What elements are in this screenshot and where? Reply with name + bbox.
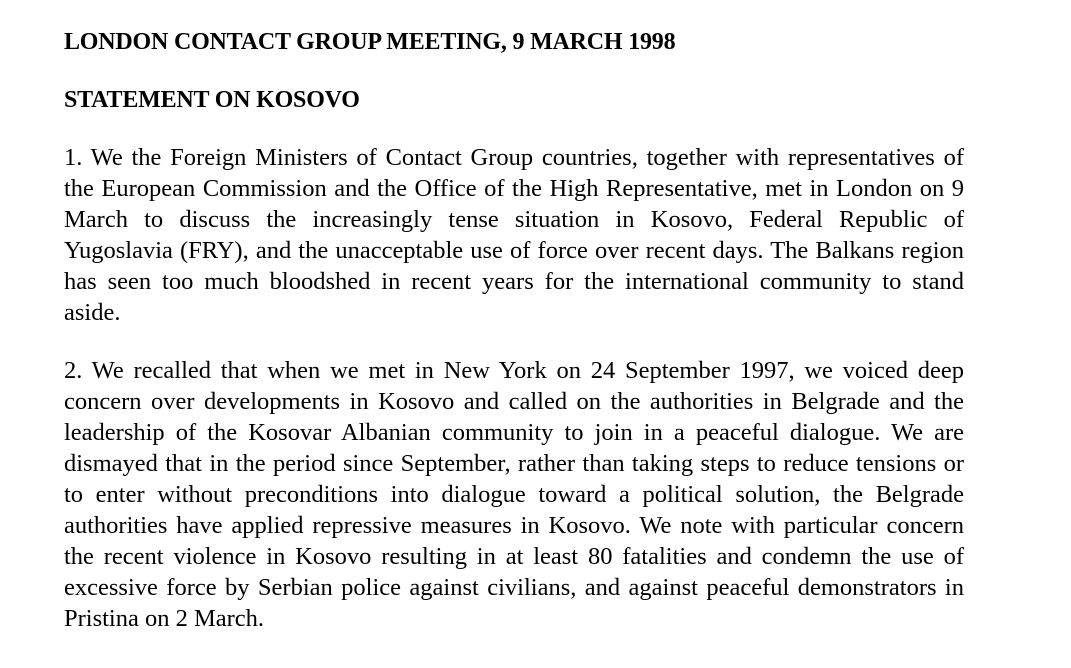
document-page	[64, 26, 964, 634]
document-subtitle: STATEMENT ON KOSOVO	[64, 87, 360, 113]
paragraph-1: 1. We the Foreign Ministers of Contact Group countries, together with representatives of the European Commission and the Office of the High Representative, met in London on 9 March to discuss the increasingly tense situation in Kosovo, Federal Republic of Yugoslavia (FRY), and the unacceptable use of force over recent days. The Balkans region has seen too much bloodshed in recent years for the international community to stand aside.	[64, 144, 964, 326]
paragraph-2: 2. We recalled that when we met in New York on 24 September 1997, we voiced deep concern over developments in Kosovo and called on the authorities in Belgrade and the leadership of the Kosovar Albanian community to join in a peaceful dialogue. We are dismayed that in the period since September, rather than taking steps to reduce tensions or to enter without preconditions into dialogue toward a political solution, the Belgrade authorities have applied repressive measures in Kosovo. We note with particular concern the recent violence in Kosovo resulting in at least 80 fatalities and condemn the use of excessive force by Serbian police against civilians, and against peaceful demonstrators in Pristina on 2 March.	[64, 357, 964, 632]
document-title: LONDON CONTACT GROUP MEETING, 9 MARCH 1998	[64, 29, 676, 55]
